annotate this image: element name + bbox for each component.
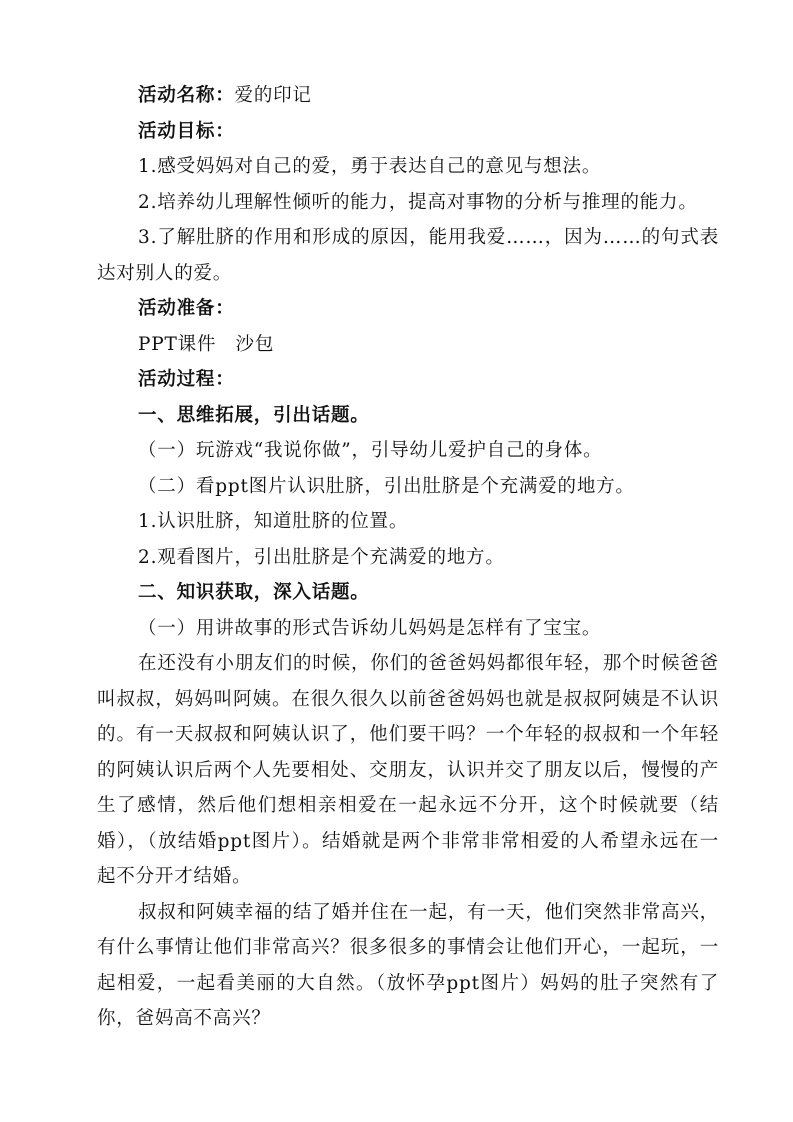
- process-heading: 活动过程：: [138, 369, 235, 390]
- section-1-line: 2.观看图片，引出肚脐是个充满爱的地方。: [138, 546, 505, 568]
- section-2-heading: 二、知识获取，深入话题。: [138, 582, 370, 603]
- activity-name-value: 爱的印记: [234, 85, 312, 106]
- section-1-line: （二）看ppt图片认识肚脐，引出肚脐是个充满爱的地方。: [138, 475, 635, 497]
- preparation-value: PPT课件 沙包: [138, 333, 275, 355]
- activity-name-line: [97, 78, 719, 114]
- story-paragraph: 在还没有小朋友们的时候，你们的爸爸妈妈都很年轻，那个时候爸爸叫叔叔，妈妈叫阿姨。在很久很久以前爸爸妈妈也就是叔叔阿姨是不认识的。有一天叔叔和阿姨认识了，他们要干吗？一个年轻的叔叔和一个年轻的阿姨认识后两个人先要相处、交朋友，认识并交了朋友以后，慢慢的产生了感情，然后他们想相亲相爱在一起永远不分开，这个时候就要（结婚），（放结婚ppt图片）。结婚就是两个非常非常相爱的人希望永远在一起不分开才结婚。: [97, 653, 719, 887]
- story-paragraph: 叔叔和阿姨幸福的结了婚并住在一起，有一天，他们突然非常高兴，有什么事情让他们非常高兴？很多很多的事情会让他们开心，一起玩，一起相爱，一起看美丽的大自然。（放怀孕ppt图片）妈妈的肚子突然有了你，爸妈高不高兴？: [97, 901, 719, 1029]
- goals-heading: 活动目标：: [138, 120, 235, 142]
- section-1-line: 1.认识肚脐，知道肚脐的位置。: [138, 511, 409, 532]
- section-1-heading: 一、思维拓展，引出话题。: [138, 404, 370, 426]
- section-2-line: （一）用讲故事的形式告诉幼儿妈妈是怎样有了宝宝。: [138, 617, 602, 639]
- goal-item: 3.了解肚脐的作用和形成的原因，能用我爱……，因为……的句式表达对别人的爱。: [97, 227, 719, 284]
- section-1-line: （一）玩游戏“我说你做”，引导幼儿爱护自己的身体。: [138, 440, 603, 461]
- preparation-heading: 活动准备：: [138, 298, 235, 319]
- goal-item: 2.培养幼儿理解性倾听的能力，提高对事物的分析与推理的能力。: [138, 191, 698, 213]
- document-body: [97, 78, 719, 1037]
- goal-item: 1.感受妈妈对自己的爱，勇于表达自己的意见与想法。: [138, 156, 602, 177]
- activity-name-label: 活动名称：: [138, 85, 235, 106]
